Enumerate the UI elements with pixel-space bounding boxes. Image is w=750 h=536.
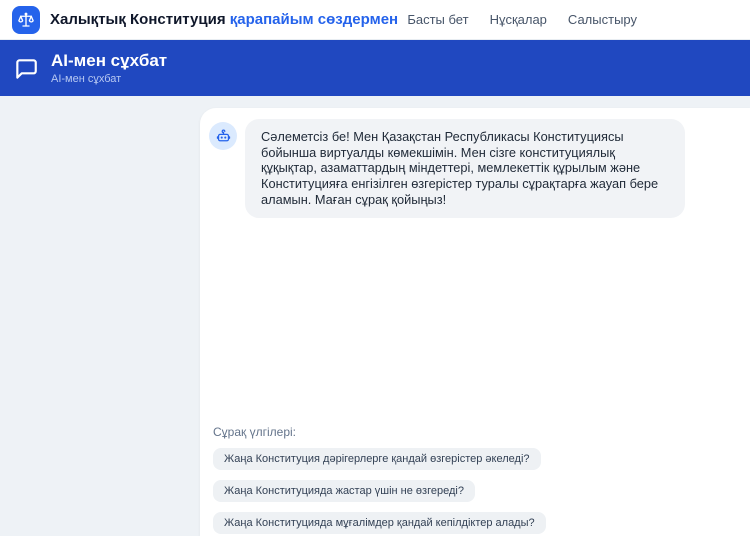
bot-message-bubble: Сәлеметсіз бе! Мен Қазақстан Республикасы Конституциясы бойынша виртуалды көмекшімін. Мен сізге конституциялық құқықтар, азаматтардың міндеттері, мемлекеттік құрылым және Конституцияға енгізілген өзгерістер туралы сұрақтарға жауап бере аламын. Маған сұрақ қойыңыз! <box>245 119 685 218</box>
suggestion-chips <box>213 448 740 534</box>
bot-message-row <box>209 119 740 218</box>
page-banner <box>0 40 750 96</box>
page-title: AI-мен сұхбат <box>51 51 168 71</box>
nav-link-home[interactable]: Басты бет <box>407 12 469 27</box>
nav-link-versions[interactable]: Нұсқалар <box>489 12 547 27</box>
bot-avatar <box>209 122 237 150</box>
top-nav <box>407 12 637 27</box>
chat-bubble-icon <box>13 56 39 82</box>
suggestion-chip-youth[interactable]: Жаңа Конституцияда жастар үшін не өзгереді? <box>213 480 475 502</box>
suggestions-label: Сұрақ үлгілері: <box>213 425 296 439</box>
page-subtitle: AI-мен сұхбат <box>51 72 122 85</box>
suggestions-section <box>209 425 740 534</box>
app-logo[interactable] <box>12 6 40 34</box>
nav-link-compare[interactable]: Салыстыру <box>567 12 637 27</box>
scales-icon <box>17 11 35 29</box>
brand-title-main: Халықтық Конституция <box>50 11 226 28</box>
suggestion-chip-teachers[interactable]: Жаңа Конституцияда мұғалімдер қандай кепілдіктер алады? <box>213 512 546 534</box>
banner-text <box>51 51 167 85</box>
brand-title <box>50 11 398 28</box>
chat-panel <box>200 108 750 536</box>
brand-title-accent: қарапайым сөздермен <box>229 11 399 28</box>
app-header <box>0 0 750 40</box>
suggestion-chip-doctors[interactable]: Жаңа Конституция дәрігерлерге қандай өзгерістер әкеледі? <box>213 448 541 470</box>
robot-icon <box>215 128 232 145</box>
